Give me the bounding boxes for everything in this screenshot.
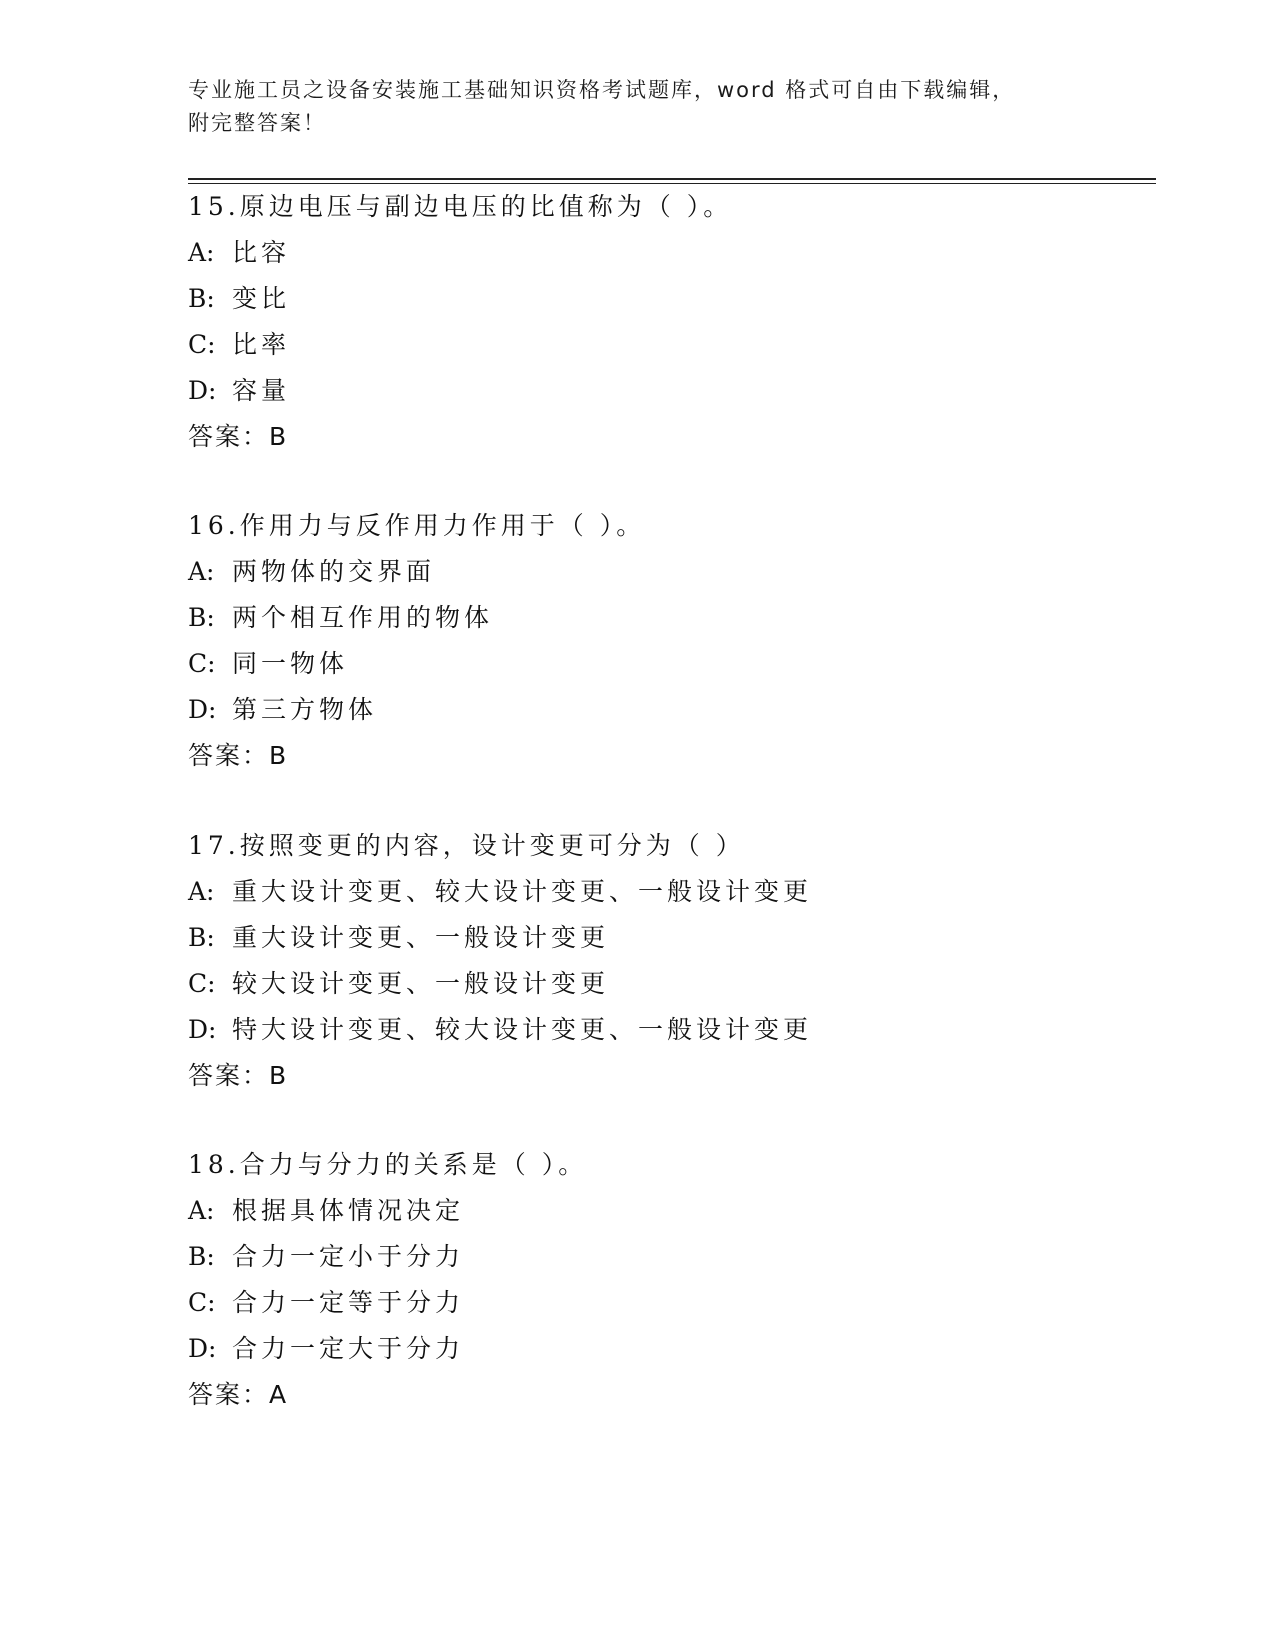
answer-value: B: [269, 1061, 287, 1090]
option-text: 第三方物体: [232, 695, 378, 724]
option-key: A:: [188, 557, 215, 586]
header-divider-thick: [188, 178, 1156, 180]
option-key: A:: [188, 877, 215, 906]
option-key: A:: [188, 238, 215, 267]
option-text: 比容: [232, 238, 291, 267]
option-c: [188, 641, 1088, 687]
answer-value: B: [269, 422, 287, 451]
question-stem: 18.合力与分力的关系是（ ）。: [188, 1150, 588, 1179]
option-key: D:: [188, 1334, 217, 1363]
option-text: 比率: [232, 330, 291, 359]
option-text: 合力一定大于分力: [232, 1334, 465, 1363]
option-key: C:: [188, 330, 216, 359]
option-a: [188, 549, 1088, 595]
option-key: B:: [188, 603, 215, 632]
option-text: 重大设计变更、一般设计变更: [232, 923, 610, 952]
option-key: D:: [188, 376, 217, 405]
question-stem: 16.作用力与反作用力作用于（ ）。: [188, 511, 646, 540]
option-text: 容量: [232, 376, 291, 405]
option-b: [188, 1234, 1088, 1280]
option-d: [188, 1326, 1088, 1372]
question-16: [188, 503, 1088, 779]
option-c: [188, 1280, 1088, 1326]
option-text: 合力一定等于分力: [232, 1288, 465, 1317]
option-key: B:: [188, 923, 215, 952]
question-stem: 17.按照变更的内容，设计变更可分为（ ）: [188, 831, 745, 860]
option-text: 两物体的交界面: [232, 557, 436, 586]
option-text: 合力一定小于分力: [232, 1242, 465, 1271]
question-18: [188, 1142, 1088, 1418]
answer-label: 答案：: [188, 1061, 270, 1090]
option-a: [188, 1188, 1088, 1234]
option-key: B:: [188, 284, 215, 313]
option-a: [188, 869, 1088, 915]
answer-line: [188, 1372, 1088, 1418]
answer-value: B: [269, 741, 287, 770]
option-text: 同一物体: [232, 649, 349, 678]
question-15: [188, 184, 1088, 460]
answer-label: 答案：: [188, 741, 270, 770]
answer-line: [188, 1053, 1088, 1099]
option-d: [188, 368, 1088, 414]
option-text: 两个相互作用的物体: [232, 603, 494, 632]
answer-value: A: [269, 1380, 287, 1409]
option-text: 特大设计变更、较大设计变更、一般设计变更: [232, 1015, 813, 1044]
option-text: 变比: [232, 284, 291, 313]
question-stem: 15.原边电压与副边电压的比值称为（ ）。: [188, 192, 733, 221]
option-key: A:: [188, 1196, 215, 1225]
option-key: C:: [188, 969, 216, 998]
option-key: D:: [188, 1015, 217, 1044]
answer-label: 答案：: [188, 1380, 270, 1409]
question-17: [188, 823, 1088, 1099]
answer-line: [188, 733, 1088, 779]
option-key: C:: [188, 1288, 216, 1317]
option-b: [188, 276, 1088, 322]
answer-label: 答案：: [188, 422, 270, 451]
option-b: [188, 915, 1088, 961]
option-text: 根据具体情况决定: [232, 1196, 465, 1225]
option-d: [188, 687, 1088, 733]
option-b: [188, 595, 1088, 641]
option-c: [188, 961, 1088, 1007]
option-key: D:: [188, 695, 217, 724]
answer-line: [188, 414, 1088, 460]
option-text: 较大设计变更、一般设计变更: [232, 969, 610, 998]
document-header: [188, 74, 1088, 140]
option-text: 重大设计变更、较大设计变更、一般设计变更: [232, 877, 813, 906]
option-d: [188, 1007, 1088, 1053]
header-line-1: 专业施工员之设备安装施工基础知识资格考试题库，word 格式可自由下载编辑，: [188, 78, 1016, 102]
option-a: [188, 230, 1088, 276]
option-key: C:: [188, 649, 216, 678]
header-line-2: 附完整答案！: [188, 111, 326, 135]
option-key: B:: [188, 1242, 215, 1271]
option-c: [188, 322, 1088, 368]
